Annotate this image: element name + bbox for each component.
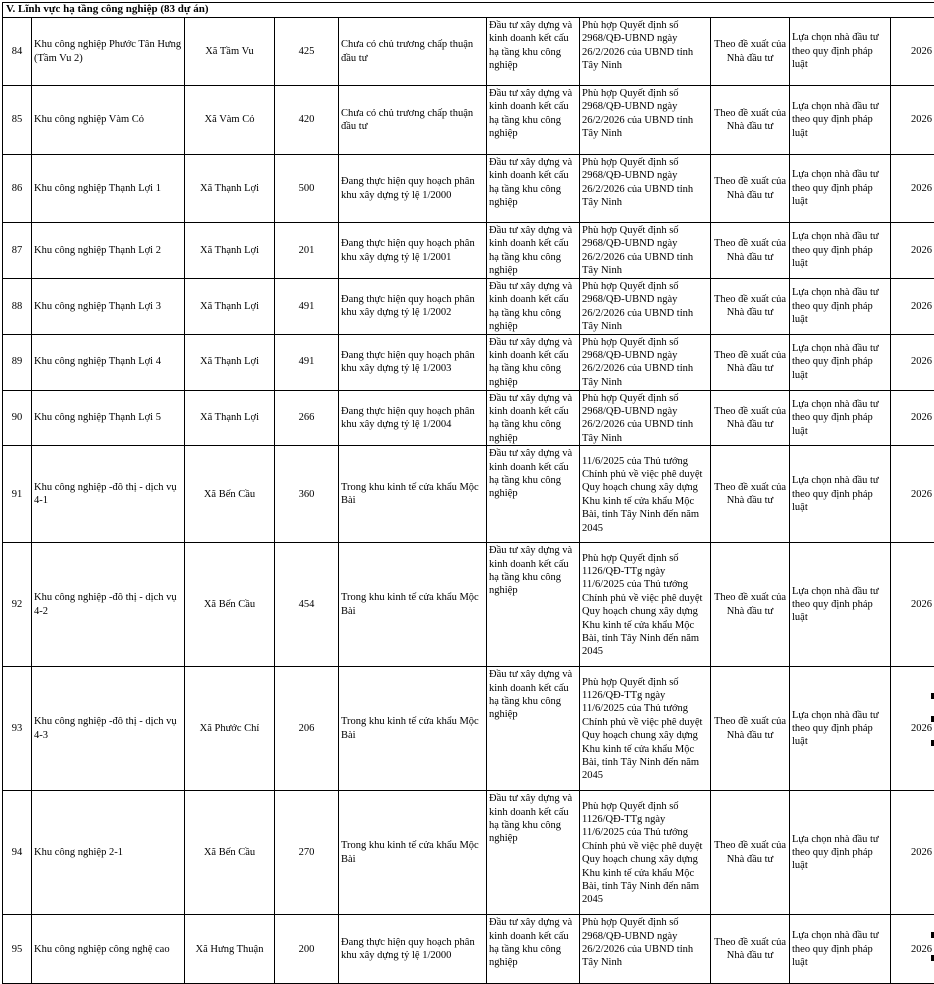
legal-basis: Phù hợp Quyết định số 2968/QĐ-UBND ngày 26/2/2026 của UBND tỉnh Tây Ninh xyxy=(580,18,711,86)
project-status: Trong khu kinh tế cửa khẩu Mộc Bài xyxy=(339,791,487,915)
project-location: Xã Hưng Thuận xyxy=(185,915,275,984)
investment-form: Theo đề xuất của Nhà đầu tư xyxy=(711,390,790,446)
legal-basis: 11/6/2025 của Thủ tướng Chính phủ về việc phê duyệt Quy hoạch chung xây dựng Khu kinh tế cửa khẩu Mộc Bài, tỉnh Tây Ninh đến năm 2045 xyxy=(580,446,711,543)
legal-basis: Phù hợp Quyết định số 2968/QĐ-UBND ngày 26/2/2026 của UBND tỉnh Tây Ninh xyxy=(580,334,711,390)
project-content: Đầu tư xây dựng và kinh doanh kết cấu hạ tầng khu công nghiệp xyxy=(487,223,580,279)
investment-form: Theo đề xuất của Nhà đầu tư xyxy=(711,18,790,86)
table-row xyxy=(3,390,934,446)
implementation-year: 2026 xyxy=(891,667,934,791)
table-row xyxy=(3,791,934,915)
investment-form: Theo đề xuất của Nhà đầu tư xyxy=(711,279,790,335)
investment-form: Theo đề xuất của Nhà đầu tư xyxy=(711,791,790,915)
project-content: Đầu tư xây dựng và kinh doanh kết cấu hạ tầng khu công nghiệp xyxy=(487,18,580,86)
section-title: V. Lĩnh vực hạ tầng công nghiệp (83 dự án) xyxy=(3,3,934,18)
project-status: Chưa có chủ trương chấp thuận đầu tư xyxy=(339,86,487,155)
row-number: 91 xyxy=(3,446,32,543)
project-location: Xã Thạnh Lợi xyxy=(185,334,275,390)
project-name: Khu công nghiệp -đô thị - dịch vụ 4-1 xyxy=(32,446,185,543)
investor-selection: Lựa chọn nhà đầu tư theo quy định pháp luật xyxy=(790,915,891,984)
investor-selection: Lựa chọn nhà đầu tư theo quy định pháp luật xyxy=(790,667,891,791)
project-area: 454 xyxy=(275,543,339,667)
section-header-row xyxy=(3,3,934,18)
project-name: Khu công nghiệp Thạnh Lợi 1 xyxy=(32,155,185,223)
investor-selection: Lựa chọn nhà đầu tư theo quy định pháp luật xyxy=(790,791,891,915)
table-row xyxy=(3,18,934,86)
legal-basis: Phù hợp Quyết định số 2968/QĐ-UBND ngày 26/2/2026 của UBND tỉnh Tây Ninh xyxy=(580,915,711,984)
project-location: Xã Bến Cầu xyxy=(185,446,275,543)
project-location: Xã Phước Chỉ xyxy=(185,667,275,791)
legal-basis: Phù hợp Quyết định số 1126/QĐ-TTg ngày 11/6/2025 của Thủ tướng Chính phủ về việc phê duyệt Quy hoạch chung xây dựng Khu kinh tế cửa khẩu Mộc Bài, tỉnh Tây Ninh đến năm 2045 xyxy=(580,791,711,915)
project-name: Khu công nghiệp Vàm Cỏ xyxy=(32,86,185,155)
legal-basis: Phù hợp Quyết định số 2968/QĐ-UBND ngày 26/2/2026 của UBND tỉnh Tây Ninh xyxy=(580,223,711,279)
implementation-year: 2026 xyxy=(891,86,934,155)
project-name: Khu công nghiệp Phước Tân Hưng (Tầm Vu 2) xyxy=(32,18,185,86)
project-content: Đầu tư xây dựng và kinh doanh kết cấu hạ tầng khu công nghiệp xyxy=(487,667,580,791)
implementation-year: 2026 xyxy=(891,390,934,446)
table-row xyxy=(3,223,934,279)
project-area: 425 xyxy=(275,18,339,86)
project-content: Đầu tư xây dựng và kinh doanh kết cấu hạ tầng khu công nghiệp xyxy=(487,446,580,543)
legal-basis: Phù hợp Quyết định số 2968/QĐ-UBND ngày 26/2/2026 của UBND tỉnh Tây Ninh xyxy=(580,155,711,223)
implementation-year: 2026 xyxy=(891,543,934,667)
project-area: 206 xyxy=(275,667,339,791)
project-status: Đang thực hiện quy hoạch phân khu xây dựng tỷ lệ 1/2004 xyxy=(339,390,487,446)
investor-selection: Lựa chọn nhà đầu tư theo quy định pháp luật xyxy=(790,18,891,86)
implementation-year: 2026 xyxy=(891,334,934,390)
table-row xyxy=(3,279,934,335)
investment-form: Theo đề xuất của Nhà đầu tư xyxy=(711,543,790,667)
project-name: Khu công nghiệp công nghệ cao xyxy=(32,915,185,984)
project-location: Xã Bến Cầu xyxy=(185,791,275,915)
table-row xyxy=(3,543,934,667)
project-status: Đang thực hiện quy hoạch phân khu xây dựng tỷ lệ 1/2000 xyxy=(339,155,487,223)
implementation-year: 2026 xyxy=(891,915,934,984)
investor-selection: Lựa chọn nhà đầu tư theo quy định pháp luật xyxy=(790,334,891,390)
project-location: Xã Thạnh Lợi xyxy=(185,223,275,279)
investor-selection: Lựa chọn nhà đầu tư theo quy định pháp luật xyxy=(790,223,891,279)
investor-selection: Lựa chọn nhà đầu tư theo quy định pháp luật xyxy=(790,155,891,223)
implementation-year: 2026 xyxy=(891,155,934,223)
project-status: Trong khu kinh tế cửa khẩu Mộc Bài xyxy=(339,543,487,667)
project-content: Đầu tư xây dựng và kinh doanh kết cấu hạ tầng khu công nghiệp xyxy=(487,86,580,155)
row-number: 84 xyxy=(3,18,32,86)
project-area: 360 xyxy=(275,446,339,543)
investment-form: Theo đề xuất của Nhà đầu tư xyxy=(711,446,790,543)
projects-table xyxy=(2,2,934,984)
project-content: Đầu tư xây dựng và kinh doanh kết cấu hạ tầng khu công nghiệp xyxy=(487,390,580,446)
row-number: 86 xyxy=(3,155,32,223)
row-number: 85 xyxy=(3,86,32,155)
project-content: Đầu tư xây dựng và kinh doanh kết cấu hạ tầng khu công nghiệp xyxy=(487,915,580,984)
project-status: Trong khu kinh tế cửa khẩu Mộc Bài xyxy=(339,446,487,543)
table-row xyxy=(3,155,934,223)
project-location: Xã Vàm Cỏ xyxy=(185,86,275,155)
project-name: Khu công nghiệp Thạnh Lợi 5 xyxy=(32,390,185,446)
project-name: Khu công nghiệp -đô thị - dịch vụ 4-2 xyxy=(32,543,185,667)
project-content: Đầu tư xây dựng và kinh doanh kết cấu hạ tầng khu công nghiệp xyxy=(487,543,580,667)
legal-basis: Phù hợp Quyết định số 2968/QĐ-UBND ngày 26/2/2026 của UBND tỉnh Tây Ninh xyxy=(580,279,711,335)
row-number: 93 xyxy=(3,667,32,791)
investment-form: Theo đề xuất của Nhà đầu tư xyxy=(711,915,790,984)
project-content: Đầu tư xây dựng và kinh doanh kết cấu hạ tầng khu công nghiệp xyxy=(487,279,580,335)
project-area: 500 xyxy=(275,155,339,223)
project-area: 266 xyxy=(275,390,339,446)
legal-basis: Phù hợp Quyết định số 2968/QĐ-UBND ngày 26/2/2026 của UBND tỉnh Tây Ninh xyxy=(580,390,711,446)
project-location: Xã Bến Cầu xyxy=(185,543,275,667)
project-status: Đang thực hiện quy hoạch phân khu xây dựng tỷ lệ 1/2003 xyxy=(339,334,487,390)
project-content: Đầu tư xây dựng và kinh doanh kết cấu hạ tầng khu công nghiệp xyxy=(487,334,580,390)
project-status: Đang thực hiện quy hoạch phân khu xây dựng tỷ lệ 1/2002 xyxy=(339,279,487,335)
investor-selection: Lựa chọn nhà đầu tư theo quy định pháp luật xyxy=(790,86,891,155)
investment-form: Theo đề xuất của Nhà đầu tư xyxy=(711,86,790,155)
row-number: 95 xyxy=(3,915,32,984)
project-status: Trong khu kinh tế cửa khẩu Mộc Bài xyxy=(339,667,487,791)
project-name: Khu công nghiệp -đô thị - dịch vụ 4-3 xyxy=(32,667,185,791)
project-area: 201 xyxy=(275,223,339,279)
table-row xyxy=(3,446,934,543)
project-name: Khu công nghiệp Thạnh Lợi 2 xyxy=(32,223,185,279)
row-number: 92 xyxy=(3,543,32,667)
investment-form: Theo đề xuất của Nhà đầu tư xyxy=(711,223,790,279)
project-location: Xã Thạnh Lợi xyxy=(185,155,275,223)
project-location: Xã Tầm Vu xyxy=(185,18,275,86)
implementation-year: 2026 xyxy=(891,791,934,915)
investment-form: Theo đề xuất của Nhà đầu tư xyxy=(711,667,790,791)
investor-selection: Lựa chọn nhà đầu tư theo quy định pháp luật xyxy=(790,543,891,667)
table-row xyxy=(3,915,934,984)
row-number: 94 xyxy=(3,791,32,915)
table-row xyxy=(3,86,934,155)
implementation-year: 2026 xyxy=(891,446,934,543)
project-content: Đầu tư xây dựng và kinh doanh kết cấu hạ tầng khu công nghiệp xyxy=(487,155,580,223)
legal-basis: Phù hợp Quyết định số 2968/QĐ-UBND ngày 26/2/2026 của UBND tỉnh Tây Ninh xyxy=(580,86,711,155)
project-location: Xã Thạnh Lợi xyxy=(185,390,275,446)
implementation-year: 2026 xyxy=(891,18,934,86)
project-area: 270 xyxy=(275,791,339,915)
investor-selection: Lựa chọn nhà đầu tư theo quy định pháp luật xyxy=(790,279,891,335)
row-number: 90 xyxy=(3,390,32,446)
implementation-year: 2026 xyxy=(891,279,934,335)
project-name: Khu công nghiệp 2-1 xyxy=(32,791,185,915)
project-name: Khu công nghiệp Thạnh Lợi 3 xyxy=(32,279,185,335)
table-row xyxy=(3,334,934,390)
project-name: Khu công nghiệp Thạnh Lợi 4 xyxy=(32,334,185,390)
investment-form: Theo đề xuất của Nhà đầu tư xyxy=(711,334,790,390)
investment-form: Theo đề xuất của Nhà đầu tư xyxy=(711,155,790,223)
row-number: 87 xyxy=(3,223,32,279)
project-status: Chưa có chủ trương chấp thuận đầu tư xyxy=(339,18,487,86)
project-location: Xã Thạnh Lợi xyxy=(185,279,275,335)
investor-selection: Lựa chọn nhà đầu tư theo quy định pháp luật xyxy=(790,446,891,543)
project-status: Đang thực hiện quy hoạch phân khu xây dựng tỷ lệ 1/2001 xyxy=(339,223,487,279)
project-area: 420 xyxy=(275,86,339,155)
project-area: 200 xyxy=(275,915,339,984)
legal-basis: Phù hợp Quyết định số 1126/QĐ-TTg ngày 11/6/2025 của Thủ tướng Chính phủ về việc phê duyệt Quy hoạch chung xây dựng Khu kinh tế cửa khẩu Mộc Bài, tỉnh Tây Ninh đến năm 2045 xyxy=(580,667,711,791)
project-area: 491 xyxy=(275,334,339,390)
legal-basis: Phù hợp Quyết định số 1126/QĐ-TTg ngày 11/6/2025 của Thủ tướng Chính phủ về việc phê duyệt Quy hoạch chung xây dựng Khu kinh tế cửa khẩu Mộc Bài, tỉnh Tây Ninh đến năm 2045 xyxy=(580,543,711,667)
table-row xyxy=(3,667,934,791)
project-content: Đầu tư xây dựng và kinh doanh kết cấu hạ tầng khu công nghiệp xyxy=(487,791,580,915)
row-number: 88 xyxy=(3,279,32,335)
investor-selection: Lựa chọn nhà đầu tư theo quy định pháp luật xyxy=(790,390,891,446)
project-status: Đang thực hiện quy hoạch phân khu xây dựng tỷ lệ 1/2000 xyxy=(339,915,487,984)
project-area: 491 xyxy=(275,279,339,335)
row-number: 89 xyxy=(3,334,32,390)
implementation-year: 2026 xyxy=(891,223,934,279)
